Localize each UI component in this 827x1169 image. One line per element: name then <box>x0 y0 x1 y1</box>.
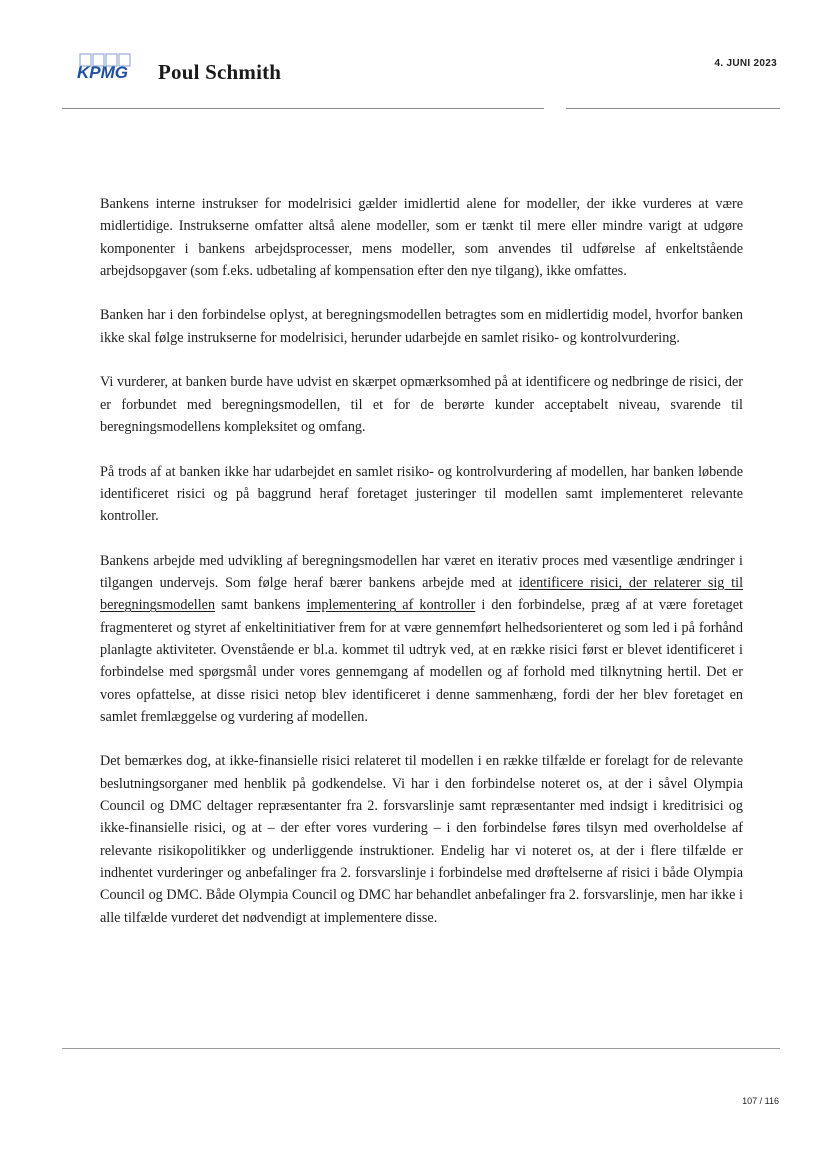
page-number: 107 / 116 <box>742 1096 779 1106</box>
paragraph-5-part-1: Bankens arbejde med udvikling af beregningsmodellen har været en iterativ proces med væsentlige ændringer i tilgangen undervejs. Som følge heraf bærer bankens arbejde med at <box>100 552 743 592</box>
header-divider-right <box>566 108 780 109</box>
firm-name: Poul Schmith <box>158 60 282 84</box>
kpmg-logo-graphic <box>76 52 142 82</box>
paragraph-2: Banken har i den forbindelse oplyst, at beregningsmodellen betragtes som en midlertidig model, hvorfor banken ikke skal følge instrukserne for modelrisici, herunder udarbejde en samlet risiko- og kontrolvurdering. <box>100 307 743 346</box>
document-body <box>100 193 743 951</box>
paragraph-1: Bankens interne instrukser for modelrisici gælder imidlertid alene for modeller, der ikke vurderes at være midlertidige. Instrukserne omfatter altså alene modeller, som er tænkt til mere eller mindre varigt at udgøre komponenter i bankens arbejdsprocesser, mens modeller, som anvendes til udførelse af enkeltstående arbejdsopgaver (som f.eks. udbetaling af kompensation efter den nye tilgang), ikke omfattes. <box>100 196 743 279</box>
kpmg-logo-text: KPMG <box>77 63 128 82</box>
paragraph-4: På trods af at banken ikke har udarbejdet en samlet risiko- og kontrolvurdering af modellen, har banken løbende identificeret risici og på baggrund heraf foretaget justeringer til modellen samt implementeret relevante kontroller. <box>100 463 743 525</box>
underlined-phrase-implement-controls: implementering af kontroller <box>306 597 476 614</box>
document-date: 4. JUNI 2023 <box>714 58 777 69</box>
paragraph-6: Det bemærkes dog, at ikke-finansielle risici relateret til modellen i en række tilfælde er forelagt for de relevante beslutningsorganer med henblik på godkendelse. Vi har i den forbindelse noteret os, at der i såvel Olympia Council og DMC deltager repræsentanter fra 2. forsvarslinje samt repræsentanter med indsigt i kreditrisici og ikke-finansielle risici, og at – der efter vores vurdering – i den forbindelse føres tilsyn med overholdelse af relevante risikopolitikker og underliggende instruktioner. Endelig har vi noteret os, at der i flere tilfælde er indhentet vurderinger og anbefalinger fra 2. forsvarslinje i forbindelse med drøftelserne af risici i både Olympia Council og DMC. Både Olympia Council og DMC har behandlet anbefalinger fra 2. forsvarslinje, men har ikke i alle tilfælde vurderet det nødvendigt at implementere disse. <box>100 753 743 926</box>
paragraph-3: Vi vurderer, at banken burde have udvist en skærpet opmærksomhed på at identificere og nedbringe de risici, der er forbundet med beregningsmodellen, til et for de berørte kunder acceptabelt niveau, svarende til beregningsmodellens kompleksitet og omfang. <box>100 374 743 435</box>
paragraph-5-part-3: i den forbindelse, præg af at være foretaget fragmenteret og styret af enkeltinitiativer frem for at være gennemført helhedsorienteret og som led i på forhånd planlagte aktiviteter. Ovenstående er bl.a. kommet til udtryk ved, at en række risici først er blevet identificeret i forbindelse med spørgsmål under vores gennemgang af modellen og af forhold med tilknytning hertil. Det er vores opfattelse, at disse risici netop blev identificeret i denne sammenhæng, fordi der her blev foretaget en samlet fremlæggelse og vurdering af modellen. <box>100 597 744 725</box>
kpmg-logo <box>76 52 142 82</box>
underlined-phrase-identify-risks: identificere risici, der relaterer sig til beregningsmodellen <box>100 575 744 614</box>
paragraph-5-part-2: samt bankens <box>215 597 307 614</box>
paragraph-5 <box>100 550 743 728</box>
header-divider-left <box>62 108 544 109</box>
footer-divider <box>62 1048 780 1049</box>
